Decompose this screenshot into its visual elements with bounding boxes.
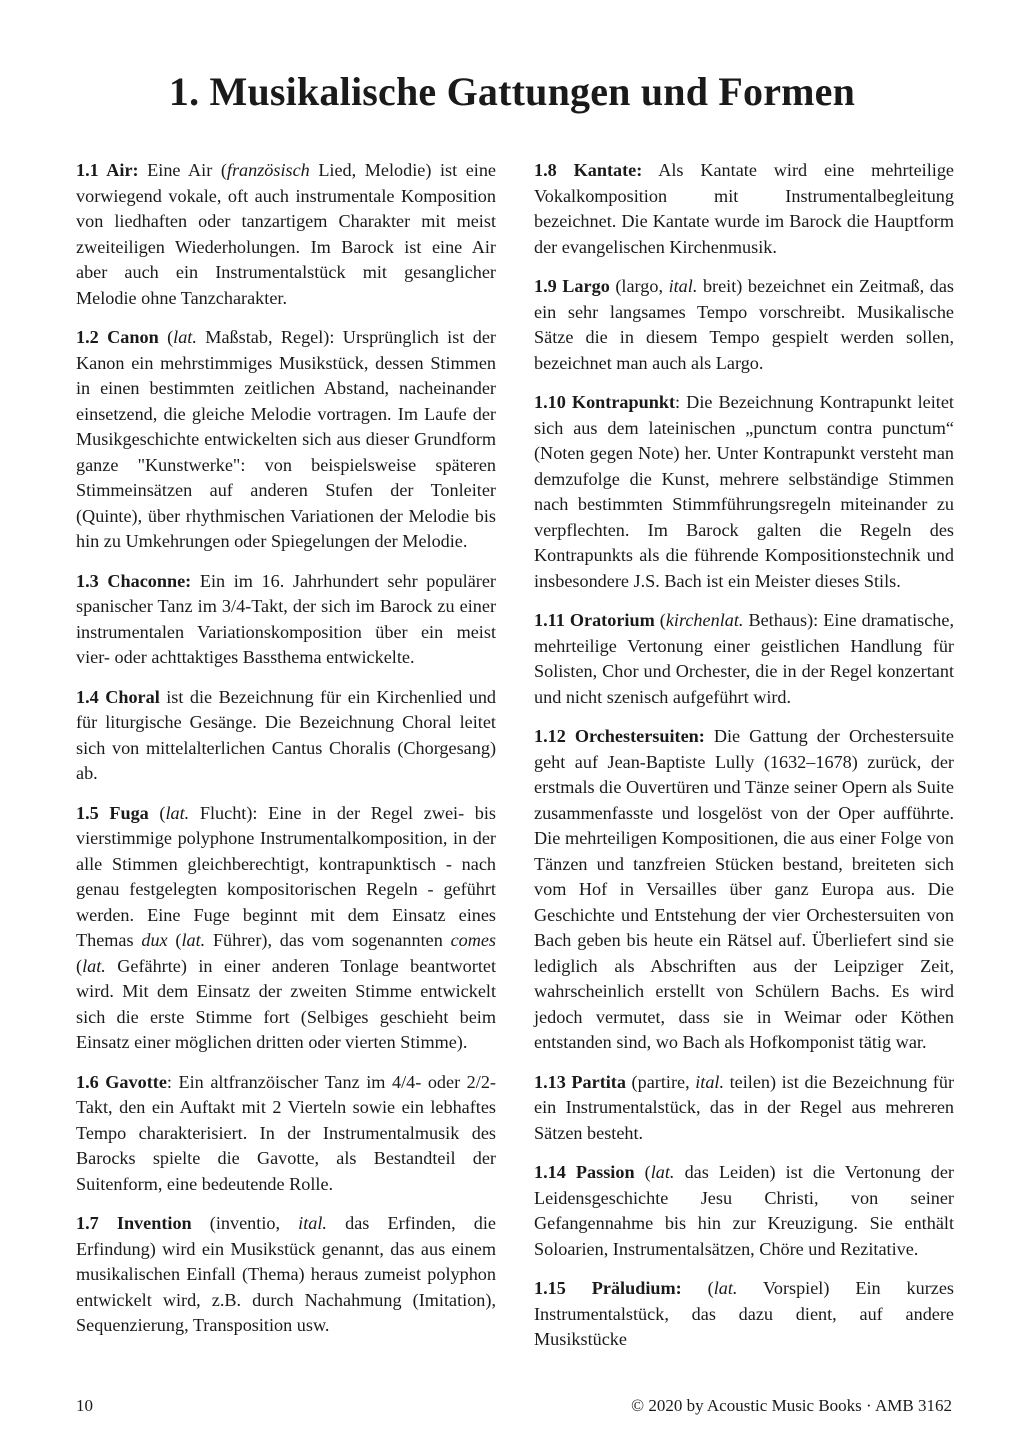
entry-italic-text: lat. [181,930,206,950]
entry-text: Ein im 16. Jahrhundert sehr populärer spanischer Tanz im 3/4-Takt, der sich im Barock zu einer instrumentalen Variationskomposition über ein meist vier- oder achttaktiges Bassthema entwickelte. [76,570,496,667]
entry-term: 1.1 Air: [76,160,139,180]
entry-term: 1.14 Passion [534,1162,635,1182]
entry-italic-text: lat. [173,327,197,347]
entry-text: ( [681,1278,714,1298]
glossary-entry [76,801,496,1056]
entry-text: : Ein altfranzöischer Tanz im 4/4- oder 2/2- Takt, den ein Auftakt mit 2 Vierteln sowie ein lebhaftes Tempo charakterisiert. In der Instrumentalmusik des Barocks spielte die Gavotte, als Bestandteil der Suitenform, eine bedeutende Rolle. [76,1071,496,1194]
entry-text: ist die Bezeichnung für ein Kirchenlied und für liturgische Gesänge. Die Bezeichnung Choral leitet sich von mittelalterlichen Cantus Choralis (Chorgesang) ab. [76,686,497,783]
entry-term: 1.9 Largo [534,276,610,296]
entry-text: (inventio, [191,1213,299,1233]
glossary-entry [534,608,954,710]
glossary-entry [534,724,954,1056]
entry-term: 1.13 Partita [534,1071,626,1092]
entry-text: Maßstab, Regel): Ursprünglich ist der Kanon ein mehrstimmiges Musikstück, dessen Stimmen in einen bestimmten zeitlichen Abstand, nacheinander einsetzend, die gleiche Melodie vortragen. Im Laufe der Musikgeschichte entwickelten sich aus dieser Grundform ganze "Kunstwerke": von beispielsweise späteren Stimmeinsätzen auf anderen Stufen der Tonleiter (Quinte), über rhythmischen Variationen der Melodie bis hin zu Umkehrungen oder Spiegelungen der Melodie. [76,327,496,551]
entry-text: das Erfinden, die Erfindung) wird ein Musikstück genannt, das aus einem musikalischen Einfall (Thema) heraus zumeist polyphon entwickelt wird, z.B. durch Nachahmung (Imitation), Sequenzierung, Transposition usw. [76,1213,497,1335]
entry-italic-text: lat. [650,1162,675,1182]
entry-text: teilen) ist die Bezeichnung für ein Instrumentalstück, das in der Regel aus mehreren Sätzen besteht. [534,1071,954,1143]
entry-italic-text: lat. [82,955,106,976]
entry-term: 1.6 Gavotte [76,1071,167,1092]
entry-text: Flucht): Eine in der Regel zwei- bis vierstimmige polyphone Instrumentalkomposition, in der alle Stimmen gleichberechtigt, kontrapunktisch - nach genau festgelegten kompositorischen Regeln - geführt werden. Eine Fuge beginnt mit dem Einsatz eines Themas [76,802,496,950]
glossary-entry [534,390,954,594]
glossary-entry [534,1276,954,1353]
entry-text: (largo, [609,276,669,296]
entry-text: : Die Bezeichnung Kontrapunkt leitet sich aus dem lateinischen „punctum contra punctum“ (Noten gegen Note) her. Unter Kontrapunkt versteht man demzufolge die Kunst, mehrere selbständige Stimmen nach bestimmten Stimmführungsregeln miteinander zu verpflechten. Im Barock galten die Regeln des Kontrapunkts als die führende Kompositionstechnik und insbesondere J.S. Bach ist ein Meister dieses Stils. [534,392,954,591]
entry-text: das Leiden) ist die Vertonung der Leidensgeschichte Jesu Christi, von seiner Gefangennahme bis hin zur Kreuzigung. Sie enthält Soloarien, Instrumentalsätzen, Chöre und Rezitative. [534,1162,954,1259]
entry-text: ( [654,610,666,630]
glossary-entry [534,158,954,260]
left-column [76,158,496,1353]
entry-italic-text: französisch [226,160,310,180]
entry-text: Führer), das vom sogenannten [205,930,451,950]
entry-text: ( [634,1162,651,1182]
glossary-entry [76,1070,496,1198]
entry-italic-text: lat. [713,1278,738,1298]
entry-italic-text: kirchenlat. [665,610,744,630]
entry-text: (partire, [625,1071,696,1092]
entry-italic-text: ital. [695,1071,725,1092]
entry-term: 1.2 Canon [76,327,159,347]
entry-italic-text: ital. [668,276,698,296]
entry-term: 1.3 Chaconne: [76,570,192,591]
glossary-entry [76,685,496,787]
entry-term: 1.7 Invention [76,1213,192,1233]
copyright-notice: © 2020 by Acoustic Music Books · AMB 3162 [631,1396,952,1415]
page-number: 10 [76,1396,93,1415]
entry-text: Gefährte) in einer anderen Tonlage beantwortet wird. Mit dem Einsatz der zweiten Stimme entwickelt sich die erste Stimme fort (Selbiges geschieht beim Einsatz einer möglichen dritten oder vierten Stimme). [76,955,496,1052]
entry-italic-text: dux [141,930,168,950]
entry-italic-text: comes [450,930,497,950]
glossary-entry [76,158,496,311]
entry-term: 1.15 Präludium: [534,1278,682,1298]
entry-text: ( [76,955,83,976]
entry-term: 1.10 Kontrapunkt [534,392,676,412]
entry-italic-text: lat. [165,802,190,823]
entry-text: Bethaus): Eine dramatische, mehrteilige Vertonung einer geistlichen Handlung für Solisten, Chor und Orchester, die in der Regel konzertant und nicht szenisch aufgeführt wird. [534,610,954,707]
right-column [534,158,954,1367]
entry-text: Eine Air ( [138,160,227,180]
glossary-entry [76,1211,496,1339]
entry-term: 1.11 Oratorium [534,610,655,630]
glossary-entry [534,1070,954,1147]
glossary-entry [534,1160,954,1262]
entry-term: 1.4 Choral [76,686,160,707]
page-title: 1. Musikalische Gattungen und Formen [168,69,856,114]
entry-text: breit) bezeichnet ein Zeitmaß, das ein sehr langsames Tempo vorschreibt. Musikalische Sätze die in diesem Tempo gespielt werden sollen, bezeichnet man auch als Largo. [534,276,954,373]
entry-italic-text: ital. [298,1213,327,1233]
entry-text: ( [167,930,182,950]
entry-text: Die Gattung der Orchestersuite geht auf Jean-Baptiste Lully (1632–1678) zurück, der erstmals die Ouvertüren und Tänze seiner Opern als Suite zusammenfasste und losgelöst von der Oper aufführte. Die mehrteiligen Kompositionen, die aus einer Folge von Tänzen und tanzfreien Stücken bestand, breiteten sich vom Hof in Versailles über ganz Europa aus. Die Geschichte und Entstehung der vier Orchestersuiten von Bach geben bis heute ein Rätsel auf. Überliefert sind sie lediglich als Abschriften aus der Leipziger Zeit, wahrscheinlich erstellt von Schülern Bachs. Es wird jedoch vermutet, dass sie in Weimar oder Köthen entstanden sind, wo Bach als Hofkomponist tätig war. [534,726,954,1052]
glossary-entry [76,325,496,555]
entry-text: ( [148,802,166,823]
entry-text: Vorspiel) Ein kurzes Instrumentalstück, das dazu dient, auf andere Musikstücke [534,1278,954,1349]
glossary-entry [76,569,496,671]
entry-text: ( [158,327,174,347]
entry-text: Lied, Melodie) ist eine vorwiegend vokale, oft auch instrumentale Komposition von liedhaften oder tanzartigem Charakter mit meist zweiteiligen Wiederholungen. Im Barock ist eine Air aber auch ein Instrumentalstück mit gesanglicher Melodie ohne Tanzcharakter. [76,160,496,308]
entry-term: 1.8 Kantate: [534,160,643,180]
glossary-entry [534,274,954,376]
entry-term: 1.12 Orchestersuiten: [534,726,705,746]
entry-term: 1.5 Fuga [76,802,149,823]
entry-text: Als Kantate wird eine mehrteilige Vokalkomposition mit Instrumentalbegleitung bezeichnet. Die Kantate wurde im Barock die Hauptform der evangelischen Kirchenmusik. [534,160,954,257]
